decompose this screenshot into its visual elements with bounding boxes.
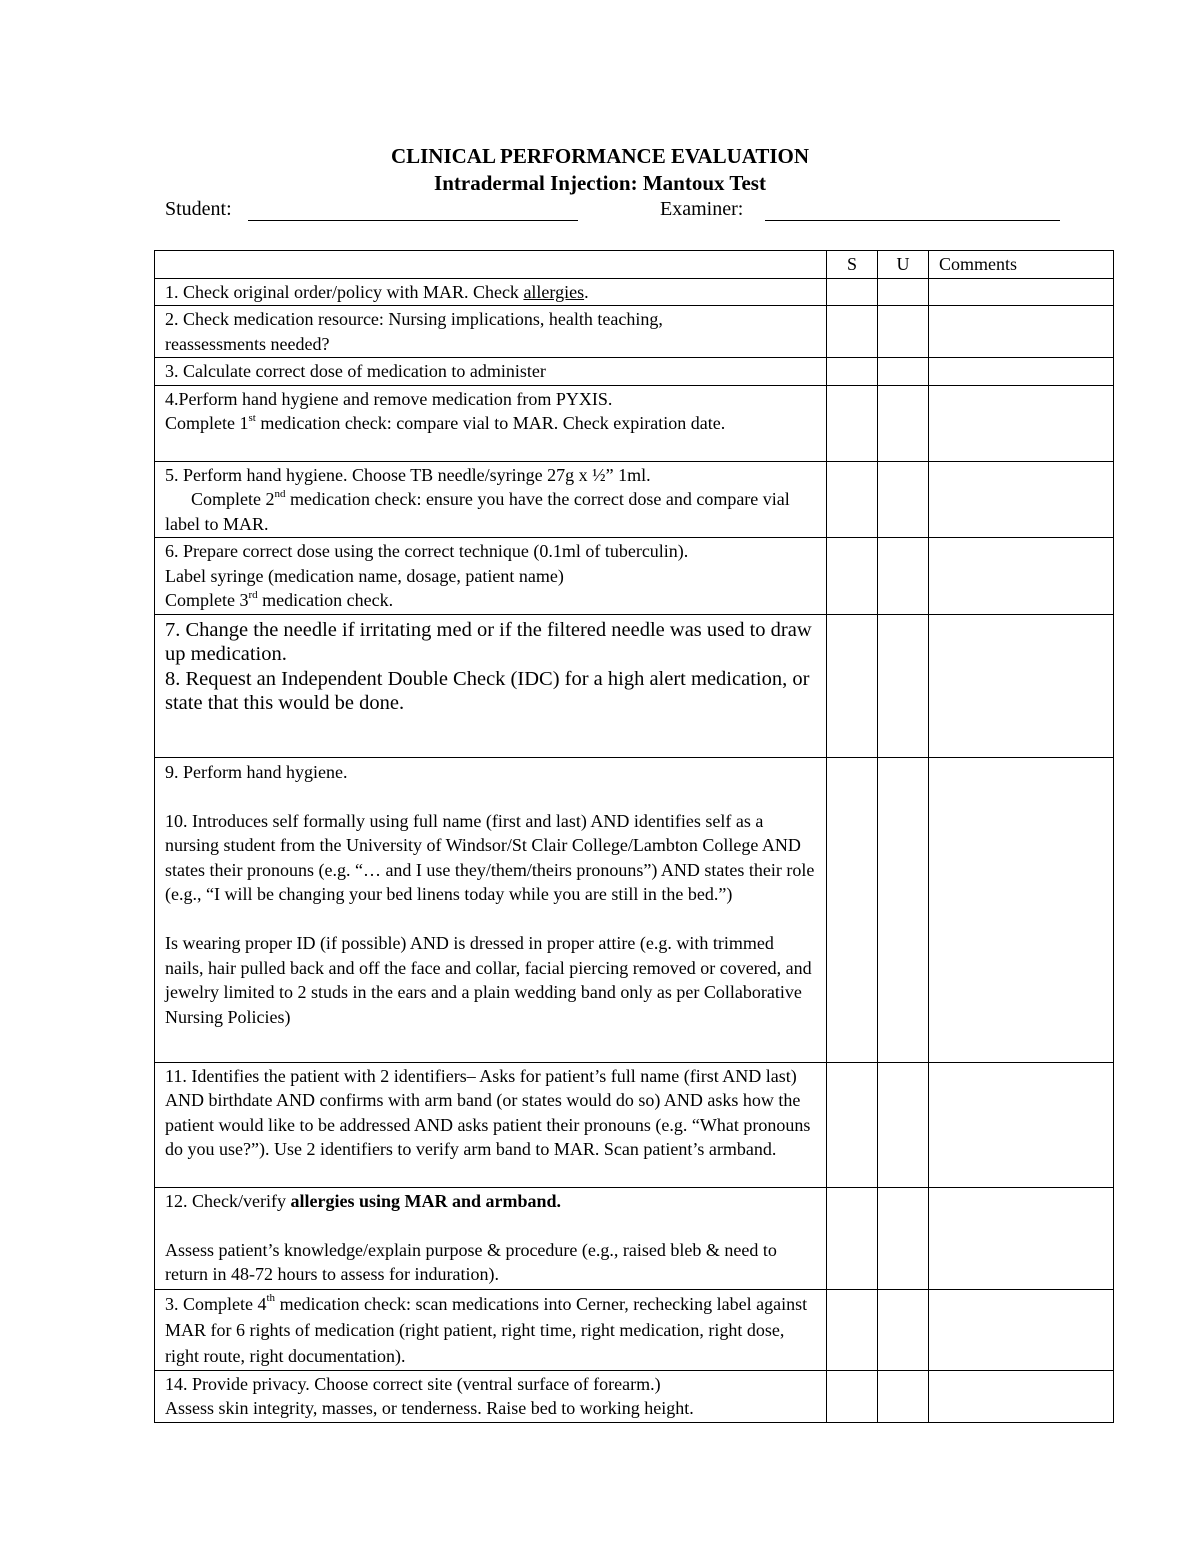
comments-cell[interactable]: [929, 358, 1114, 386]
comments-cell[interactable]: [929, 278, 1114, 306]
document-subtitle: Intradermal Injection: Mantoux Test: [434, 171, 766, 195]
student-label: Student:: [165, 198, 232, 220]
s-checkbox[interactable]: [827, 306, 878, 358]
column-header-comments: Comments: [929, 251, 1114, 279]
step-7-text: 7. Change the needle if irritating med or if the filtered needle was used to draw up medication.: [165, 618, 812, 665]
s-checkbox[interactable]: [827, 538, 878, 615]
comments-cell[interactable]: [929, 1062, 1114, 1187]
u-checkbox[interactable]: [878, 461, 929, 538]
u-checkbox[interactable]: [878, 306, 929, 358]
step-3-text: 3. Calculate correct dose of medication to administer: [155, 358, 827, 386]
column-header-s: S: [827, 251, 878, 279]
examiner-label: Examiner:: [660, 198, 744, 220]
step-10-text: 10. Introduces self formally using full name (first and last) AND identifies self as a nursing student from the University of Windsor/St Clair College/Lambton College AND states their pronouns (e.g. “… and I use they/them/theirs pronouns”) AND states their role (e.g., “I will be changing your bed linens today while you are still in the bed.”): [165, 810, 815, 904]
u-checkbox[interactable]: [878, 1062, 929, 1187]
u-checkbox[interactable]: [878, 538, 929, 615]
s-checkbox[interactable]: [827, 461, 878, 538]
u-checkbox[interactable]: [878, 358, 929, 386]
comments-cell[interactable]: [929, 461, 1114, 538]
step-6-text: 6. Prepare correct dose using the correct technique (0.1ml of tuberculin). Label syringe (medication name, dosage, patient name) Complete 3rd medication check.: [155, 538, 827, 615]
table-row: [155, 538, 1114, 615]
s-checkbox[interactable]: [827, 614, 878, 757]
u-checkbox[interactable]: [878, 1289, 929, 1370]
table-row: [155, 1062, 1114, 1187]
s-checkbox[interactable]: [827, 1187, 878, 1289]
step-5-text: 5. Perform hand hygiene. Choose TB needle/syringe 27g x ½” 1ml. Complete 2nd medication check: ensure you have the correct dose and compare vial label to MAR.: [155, 461, 827, 538]
comments-cell[interactable]: [929, 538, 1114, 615]
examiner-name-field[interactable]: [765, 220, 1060, 221]
step-9-10-text: [155, 757, 827, 1062]
column-header-u: U: [878, 251, 929, 279]
comments-cell[interactable]: [929, 306, 1114, 358]
step-14-text: 14. Provide privacy. Choose correct site (ventral surface of forearm.) Assess skin integrity, masses, or tenderness. Raise bed to working height.: [155, 1370, 827, 1422]
table-row: [155, 1289, 1114, 1370]
table-row: [155, 1370, 1114, 1422]
table-row: [155, 461, 1114, 538]
u-checkbox[interactable]: [878, 1370, 929, 1422]
assess-knowledge-text: Assess patient’s knowledge/explain purpose & procedure (e.g., raised bleb & need to return in 48-72 hours to assess for induration).: [165, 1239, 777, 1284]
step-12-text: 12. Check/verify allergies using MAR and armband. Assess patient’s knowledge/explain purpose & procedure (e.g., raised bleb & need to return in 48-72 hours to assess for induration).: [155, 1187, 827, 1289]
document-title: CLINICAL PERFORMANCE EVALUATION: [390, 144, 810, 168]
u-checkbox[interactable]: [878, 385, 929, 461]
table-row: [155, 1187, 1114, 1289]
s-checkbox[interactable]: [827, 1289, 878, 1370]
u-checkbox[interactable]: [878, 1187, 929, 1289]
s-checkbox[interactable]: [827, 358, 878, 386]
comments-cell[interactable]: [929, 1289, 1114, 1370]
table-header-row: [155, 251, 1114, 279]
step-4-text: 4.Perform hand hygiene and remove medication from PYXIS. Complete 1st medication check: compare vial to MAR. Check expiration date.: [155, 385, 827, 461]
table-header-item: [155, 251, 827, 279]
table-row: [155, 385, 1114, 461]
comments-cell[interactable]: [929, 614, 1114, 757]
step-11-text: 11. Identifies the patient with 2 identifiers– Asks for patient’s full name (first AND last) AND birthdate AND confirms with arm band (or states would do so) AND asks how the patient would like to be addressed AND asks patient their pronouns (e.g. “What pronouns do you use?”). Use 2 identifiers to verify arm band to MAR. Scan patient’s armband.: [155, 1062, 827, 1187]
step-1-text: 1. Check original order/policy with MAR. Check allergies.: [155, 278, 827, 306]
comments-cell[interactable]: [929, 1370, 1114, 1422]
attire-text: Is wearing proper ID (if possible) AND is dressed in proper attire (e.g. with trimmed nails, hair pulled back and off the face and collar, facial piercing removed or covered, and jewelry limited to 2 studs in the ears and a plain wedding band only as per Collaborative Nursing Policies): [165, 933, 812, 1027]
s-checkbox[interactable]: [827, 1370, 878, 1422]
table-row: [155, 306, 1114, 358]
s-checkbox[interactable]: [827, 757, 878, 1062]
u-checkbox[interactable]: [878, 278, 929, 306]
table-row: [155, 614, 1114, 757]
step-7-8-text: [155, 614, 827, 757]
comments-cell[interactable]: [929, 385, 1114, 461]
comments-cell[interactable]: [929, 757, 1114, 1062]
comments-cell[interactable]: [929, 1187, 1114, 1289]
table-row: [155, 358, 1114, 386]
step-13-text: 3. Complete 4th medication check: scan medications into Cerner, rechecking label against MAR for 6 rights of medication (right patient, right time, right medication, right dose, right route, right documentation).: [155, 1289, 827, 1370]
step-9-text: 9. Perform hand hygiene.: [165, 761, 348, 782]
table-row: [155, 757, 1114, 1062]
u-checkbox[interactable]: [878, 614, 929, 757]
table-row: [155, 278, 1114, 306]
step-2-text: 2. Check medication resource: Nursing implications, health teaching, reassessments needed?: [155, 306, 827, 358]
s-checkbox[interactable]: [827, 385, 878, 461]
s-checkbox[interactable]: [827, 1062, 878, 1187]
allergies-underlined: allergies: [523, 281, 585, 302]
u-checkbox[interactable]: [878, 757, 929, 1062]
s-checkbox[interactable]: [827, 278, 878, 306]
evaluation-table: [154, 250, 1114, 1423]
student-name-field[interactable]: [248, 220, 578, 221]
step-8-text: 8. Request an Independent Double Check (IDC) for a high alert medication, or state that this would be done.: [165, 667, 810, 714]
